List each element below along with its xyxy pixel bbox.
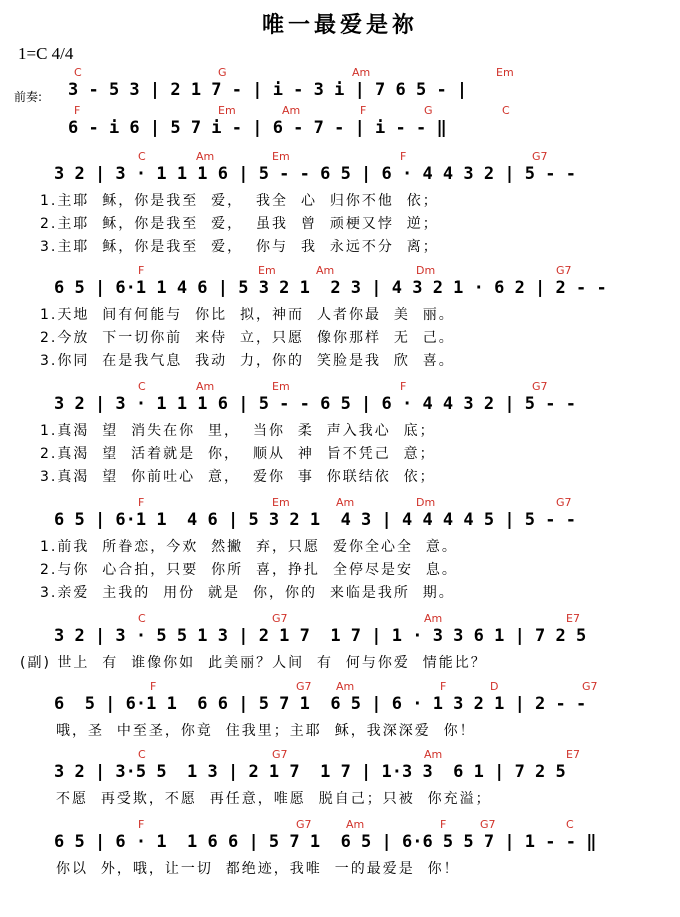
numbered-notation-line: 6 5 | 6·1 1 4 6 | 5 3 2 1 2 3 | 4 3 2 1 · 6 2 | 2 - -	[54, 278, 607, 298]
lyric-line: 3.你同 在是我气息 我动 力，你的 笑脸是我 欣 喜。	[40, 353, 455, 369]
chord-line	[0, 818, 680, 832]
chord-line	[0, 612, 680, 626]
lyric-line: 3.亲爱 主我的 用份 就是 你，你的 来临是我所 期。	[40, 585, 455, 601]
chord-line	[0, 380, 680, 394]
numbered-notation-line: 6 5 | 6 · 1 1 6 6 | 5 7 1 6 5 | 6·6 5 5 7 | 1 - - ‖	[54, 832, 597, 852]
chord-line	[0, 264, 680, 278]
chord-symbol: Am	[196, 150, 215, 163]
lyric-line: 1.天地 间有何能与 你比 拟，神而 人者你最 美 丽。	[40, 307, 455, 323]
chord-symbol: G7	[556, 496, 572, 509]
chord-symbol: Em	[258, 264, 276, 277]
chord-symbol: Am	[196, 380, 215, 393]
chord-symbol: Am	[336, 496, 355, 509]
chord-line	[0, 104, 680, 118]
chord-symbol: F	[440, 818, 447, 831]
chord-symbol: C	[138, 150, 146, 163]
chord-symbol: F	[138, 496, 145, 509]
lyric-line: 3.真渴 望 你前吐心 意， 爱你 事 你联结依 依；	[40, 469, 436, 485]
numbered-notation-line: 6 - i 6 | 5 7 i - | 6 - 7 - | i - - ‖	[68, 118, 447, 138]
chord-symbol: Em	[218, 104, 236, 117]
chord-symbol: G7	[582, 680, 598, 693]
chord-symbol: Am	[336, 680, 355, 693]
lyric-line: 2.与你 心合拍，只要 你所 喜，挣扎 全停尽是安 息。	[40, 562, 458, 578]
chord-symbol: F	[74, 104, 81, 117]
chord-symbol: C	[138, 748, 146, 761]
lyric-line: 不愿 再受欺，不愿 再任意，唯愿 脱自己；只被 你充溢；	[56, 791, 492, 807]
chord-symbol: G	[218, 66, 227, 79]
chord-symbol: Em	[272, 150, 290, 163]
chord-symbol: Dm	[416, 496, 436, 509]
chord-symbol: G7	[556, 264, 572, 277]
prelude-label: 前奏:	[14, 90, 43, 104]
chord-symbol: F	[400, 150, 407, 163]
chord-symbol: F	[138, 264, 145, 277]
lyric-line: 1.前我 所眷恋，今欢 然撇 弃，只愿 爱你全心全 意。	[40, 539, 458, 555]
lyric-line: 1.主耶 稣，你是我至 爱， 我全 心 归你不他 依；	[40, 193, 439, 209]
chord-symbol: D	[490, 680, 499, 693]
chord-symbol: Em	[496, 66, 514, 79]
chord-symbol: Am	[424, 612, 443, 625]
numbered-notation-line: 6 5 | 6·1 1 4 6 | 5 3 2 1 4 3 | 4 4 4 4 5 | 5 - -	[54, 510, 576, 530]
chord-symbol: F	[400, 380, 407, 393]
lyric-line: 2.真渴 望 活着就是 你， 顺从 神 旨不凭己 意；	[40, 446, 436, 462]
chord-symbol: G7	[272, 748, 288, 761]
lyric-line: 1.真渴 望 消失在你 里， 当你 柔 声入我心 底；	[40, 423, 436, 439]
chord-symbol: E7	[566, 612, 580, 625]
lyric-line: 你以 外，哦，让一切 都绝迹，我唯 一的最爱是 你！	[56, 861, 460, 877]
chord-symbol: G7	[296, 818, 312, 831]
chord-symbol: Dm	[416, 264, 436, 277]
song-title: 唯一最爱是祢	[261, 13, 418, 38]
chord-symbol: Am	[316, 264, 335, 277]
chord-line	[0, 66, 680, 80]
key-signature: 1=C 4/4	[18, 44, 74, 63]
chord-symbol: G7	[480, 818, 496, 831]
chord-line	[0, 680, 680, 694]
chord-symbol: G	[424, 104, 433, 117]
chord-symbol: E7	[566, 748, 580, 761]
chord-symbol: G7	[272, 612, 288, 625]
chord-symbol: F	[440, 680, 447, 693]
lyric-line: 3.主耶 稣，你是我至 爱， 你与 我 永远不分 离；	[40, 239, 439, 255]
chord-symbol: Am	[346, 818, 365, 831]
chord-symbol: F	[360, 104, 367, 117]
chord-symbol: F	[150, 680, 157, 693]
chord-symbol: C	[138, 612, 146, 625]
chord-symbol: G7	[532, 150, 548, 163]
lyric-line: 哦，圣 中至圣，你竟 住我里；主耶 稣，我深深爱 你！	[56, 723, 476, 739]
numbered-notation-line: 3 2 | 3 · 1 1 1 6 | 5 - - 6 5 | 6 · 4 4 3 2 | 5 - -	[54, 394, 576, 414]
lyric-line: 2.今放 下一切你前 来侍 立，只愿 像你那样 无 己。	[40, 330, 455, 346]
chord-symbol: C	[138, 380, 146, 393]
chord-line	[0, 150, 680, 164]
chord-symbol: F	[138, 818, 145, 831]
chord-line	[0, 748, 680, 762]
chord-symbol: Em	[272, 380, 290, 393]
lyric-line: 2.主耶 稣，你是我至 爱， 虽我 曾 顽梗又悖 逆；	[40, 216, 439, 232]
numbered-notation-line: 3 2 | 3·5 5 1 3 | 2 1 7 1 7 | 1·3 3 6 1 | 7 2 5	[54, 762, 566, 782]
chord-line	[0, 496, 680, 510]
numbered-notation-line: 3 - 5 3 | 2 1 7 - | i - 3 i | 7 6 5 - |	[68, 80, 468, 100]
chord-symbol: Am	[424, 748, 443, 761]
chord-symbol: C	[502, 104, 510, 117]
lyric-line: (副) 世上 有 谁像你如 此美丽？人间 有 何与你爱 情能比？	[20, 655, 487, 671]
chord-symbol: Am	[282, 104, 301, 117]
numbered-notation-line: 3 2 | 3 · 5 5 1 3 | 2 1 7 1 7 | 1 · 3 3 6 1 | 7 2 5	[54, 626, 587, 646]
chord-symbol: G7	[296, 680, 312, 693]
chord-symbol: Em	[272, 496, 290, 509]
chord-symbol: C	[566, 818, 574, 831]
chord-symbol: Am	[352, 66, 371, 79]
chord-symbol: G7	[532, 380, 548, 393]
numbered-notation-line: 6 5 | 6·1 1 6 6 | 5 7 1 6 5 | 6 · 1 3 2 1 | 2 - -	[54, 694, 587, 714]
numbered-notation-line: 3 2 | 3 · 1 1 1 6 | 5 - - 6 5 | 6 · 4 4 3 2 | 5 - -	[54, 164, 576, 184]
chord-symbol: C	[74, 66, 82, 79]
